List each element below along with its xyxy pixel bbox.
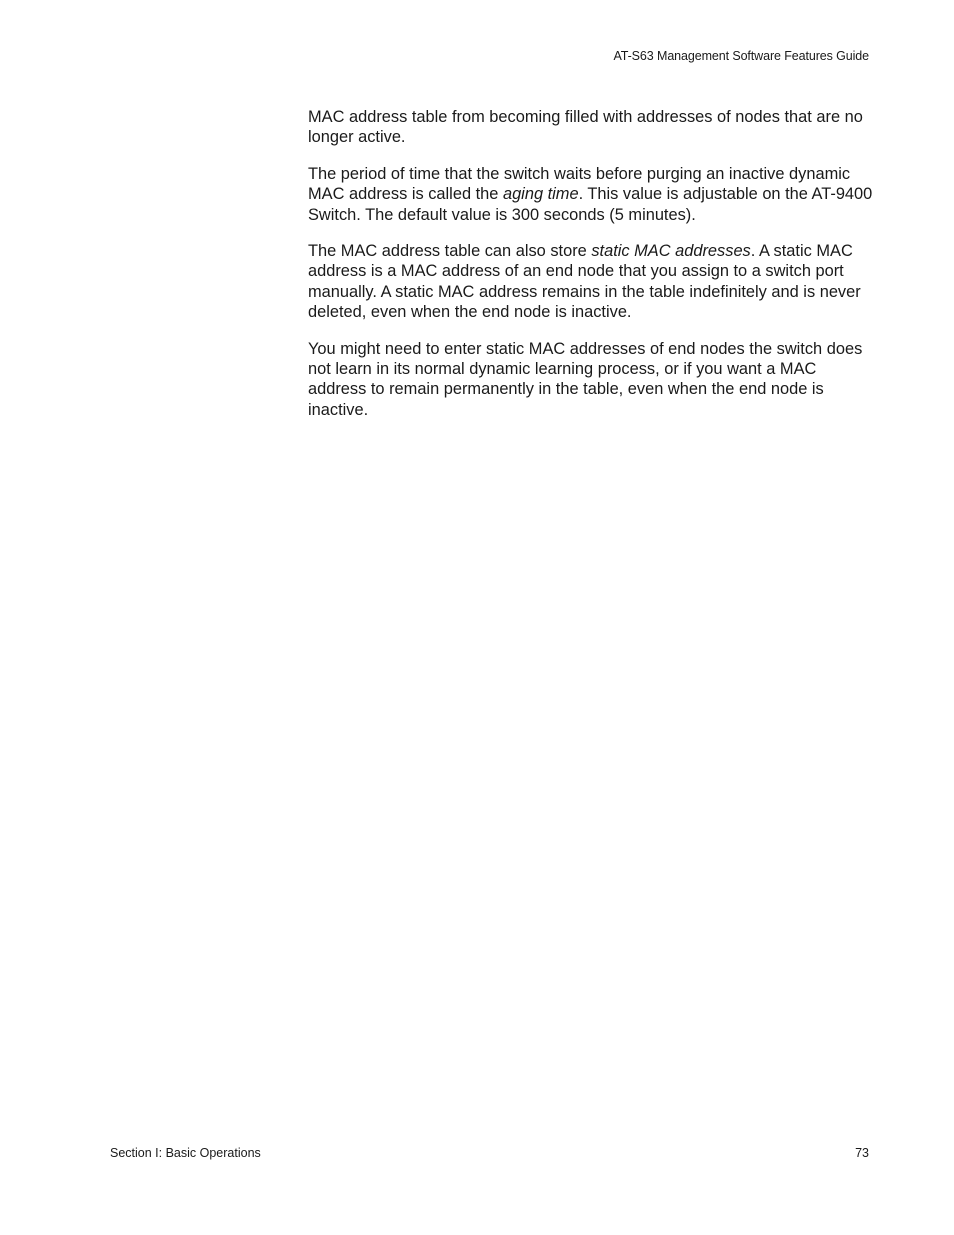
footer-section-title: Section I: Basic Operations bbox=[110, 1146, 261, 1160]
page-number: 73 bbox=[855, 1146, 869, 1160]
paragraph-2 bbox=[308, 164, 874, 225]
aging-time-term: aging time bbox=[502, 185, 579, 204]
running-header: AT-S63 Management Software Features Guide bbox=[613, 49, 869, 63]
paragraph-3-text-end: . A static MAC address is a MAC address of an end node that you assign to a switch port manually. A static MAC address remains in the table indefinitely and is never deleted, even when the end node is inactive. bbox=[308, 242, 861, 322]
paragraph-3-text-start: The MAC address table can also store bbox=[308, 242, 592, 261]
static-mac-addresses-term: static MAC addresses bbox=[591, 242, 751, 261]
paragraph-1: MAC address table from becoming filled with addresses of nodes that are no longer active. bbox=[308, 108, 863, 147]
paragraph-2-text-start: The period of time that the switch waits before purging an inactive dynamic MAC address is called the bbox=[308, 164, 851, 204]
body-text bbox=[308, 107, 874, 436]
paragraph-4: You might need to enter static MAC addresses of end nodes the switch does not learn in its normal dynamic learning process, or if you want a MAC address to remain permanently in the table, even when the end node is inactive. bbox=[308, 339, 863, 419]
paragraph-2-text-end: . This value is adjustable on the AT-9400 Switch. The default value is 300 seconds (5 minutes). bbox=[308, 185, 873, 224]
paragraph-3 bbox=[308, 241, 874, 323]
